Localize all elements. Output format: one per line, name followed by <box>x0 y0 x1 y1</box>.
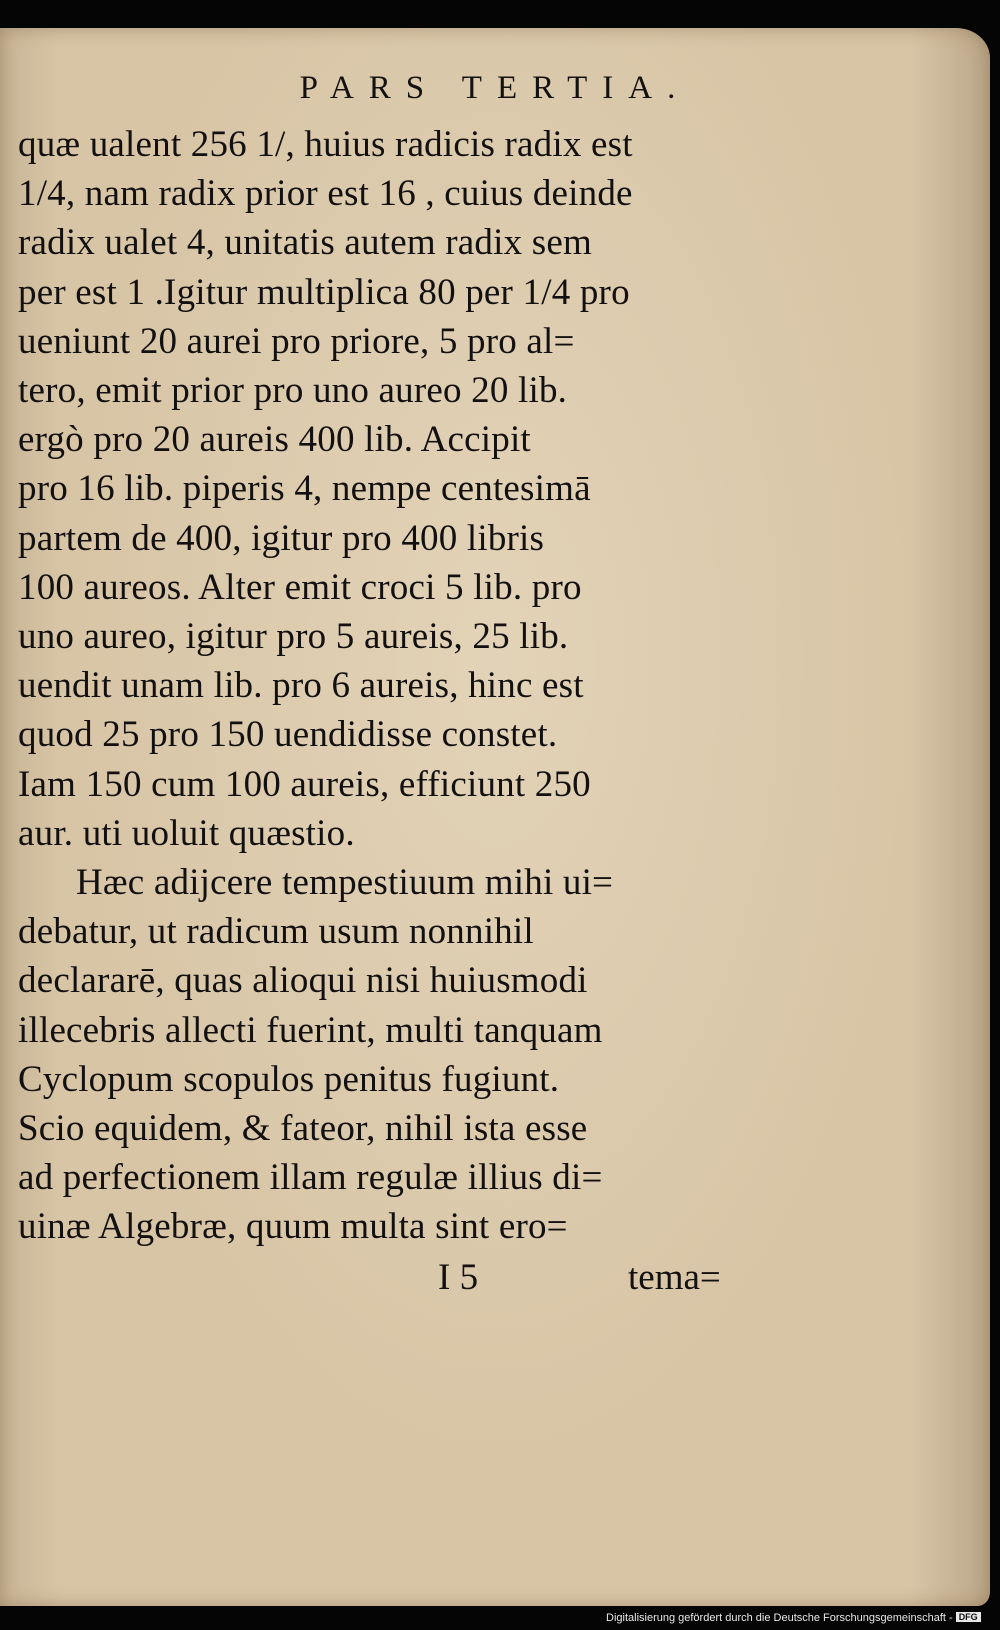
catchword: tema= <box>628 1257 721 1298</box>
text-line: ergò pro 20 aureis 400 lib. Accipit <box>18 419 531 461</box>
text-line: illecebris allecti fuerint, multi tanquam <box>18 1009 603 1051</box>
credit-text: Digitalisierung gefördert durch die Deutsche Forschungsgemeinschaft - <box>606 1612 953 1624</box>
text-line: tero, emit prior pro uno aureo 20 lib. <box>18 370 568 412</box>
running-header: PARS TERTIA. <box>299 70 691 106</box>
text-line: partem de 400, igitur pro 400 libris <box>18 517 545 559</box>
text-line: quæ ualent 256 1/, huius radicis radix est <box>18 124 633 165</box>
body-text <box>18 120 723 1252</box>
text-line: ad perfectionem illam regulæ illius di= <box>18 1157 603 1199</box>
text-line: declararē, quas alioqui nisi huiusmodi <box>18 960 588 1002</box>
dfg-logo: DFG <box>956 1612 981 1622</box>
text-line: Scio equidem, & fateor, nihil ista esse <box>18 1108 588 1150</box>
text-line: pro 16 lib. piperis 4, nempe centesimā <box>18 468 591 510</box>
signature-mark: I 5 <box>438 1257 479 1298</box>
text-line: per est 1 .Igitur multiplica 80 per 1/4 pro <box>18 271 630 313</box>
text-line: uendit unam lib. pro 6 aureis, hinc est <box>18 665 584 707</box>
text-line: debatur, ut radicum usum nonnihil <box>18 911 534 953</box>
digitization-credit <box>606 1612 981 1624</box>
text-line: Iam 150 cum 100 aureis, efficiunt 250 <box>18 763 591 805</box>
text-line: quod 25 pro 150 uendidisse constet. <box>18 714 558 756</box>
text-line: 1/4, nam radix prior est 16 , cuius deinde <box>18 173 633 215</box>
text-line: Hæc adijcere tempestiuum mihi ui= <box>76 862 614 904</box>
book-page <box>0 28 990 1606</box>
text-line: uno aureo, igitur pro 5 aureis, 25 lib. <box>18 616 569 658</box>
text-line: radix ualet 4, unitatis autem radix sem <box>18 222 592 264</box>
text-line: uinæ Algebræ, quum multa sint ero= <box>18 1206 568 1248</box>
text-line: 100 aureos. Alter emit croci 5 lib. pro <box>18 566 582 608</box>
text-line: Cyclopum scopulos penitus fugiunt. <box>18 1058 560 1100</box>
text-line: ueniunt 20 aurei pro priore, 5 pro al= <box>18 320 575 362</box>
text-line: aur. uti uoluit quæstio. <box>18 812 355 854</box>
